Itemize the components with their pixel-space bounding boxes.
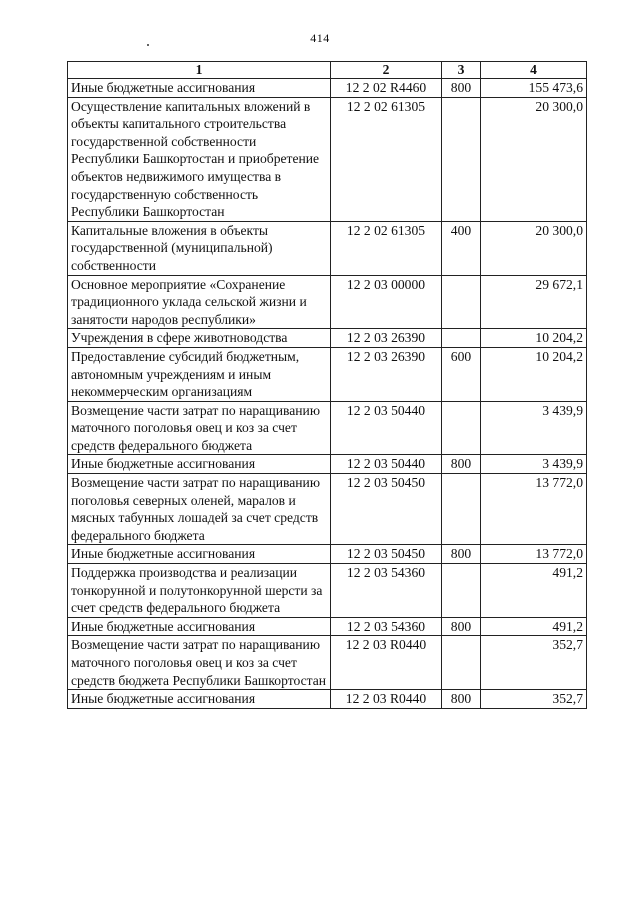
- row-name-cell: Осуществление капитальных вложений в объекты капитального строительства государственной собственности Республики Башкортостан и приобретение объектов недвижимого имущества в государственную собственность Республики Башкортостан: [68, 97, 331, 221]
- header-col-1: 1: [68, 62, 331, 79]
- row-expense-type-cell: [442, 97, 481, 221]
- table-row: [68, 474, 587, 545]
- row-name-cell: Поддержка производства и реализации тонкорунной и полутонкорунной шерсти за счет средств федерального бюджета: [68, 564, 331, 618]
- table-body: [68, 79, 587, 709]
- row-expense-type-cell: 800: [442, 690, 481, 709]
- row-expense-type-cell: 600: [442, 347, 481, 401]
- header-col-3: 3: [442, 62, 481, 79]
- row-code-cell: 12 2 03 50450: [331, 474, 442, 545]
- row-expense-type-cell: [442, 401, 481, 455]
- table-row: [68, 347, 587, 401]
- row-code-cell: 12 2 03 00000: [331, 275, 442, 329]
- row-code-cell: 12 2 03 R0440: [331, 690, 442, 709]
- row-code-cell: 12 2 03 26390: [331, 347, 442, 401]
- table-row: [68, 275, 587, 329]
- header-row: [68, 62, 587, 79]
- row-code-cell: 12 2 03 54360: [331, 564, 442, 618]
- row-name-cell: Иные бюджетные ассигнования: [68, 79, 331, 98]
- row-name-cell: Возмещение части затрат по наращиванию маточного поголовья овец и коз за счет средств бюджета Республики Башкортостан: [68, 636, 331, 690]
- row-name-cell: Основное мероприятие «Сохранение традиционного уклада сельской жизни и занятости народов республики»: [68, 275, 331, 329]
- row-code-cell: 12 2 02 61305: [331, 221, 442, 275]
- row-name-cell: Иные бюджетные ассигнования: [68, 545, 331, 564]
- table-row: [68, 455, 587, 474]
- row-expense-type-cell: [442, 329, 481, 348]
- row-amount-cell: 13 772,0: [481, 545, 587, 564]
- row-expense-type-cell: 800: [442, 79, 481, 98]
- row-code-cell: 12 2 03 54360: [331, 617, 442, 636]
- table-row: [68, 545, 587, 564]
- row-name-cell: Предоставление субсидий бюджетным, автономным учреждениям и иным некоммерческим организациям: [68, 347, 331, 401]
- row-amount-cell: 20 300,0: [481, 221, 587, 275]
- row-name-cell: Иные бюджетные ассигнования: [68, 690, 331, 709]
- row-expense-type-cell: 800: [442, 545, 481, 564]
- budget-table: [67, 61, 587, 709]
- row-amount-cell: 491,2: [481, 617, 587, 636]
- row-code-cell: 12 2 03 50450: [331, 545, 442, 564]
- row-expense-type-cell: 400: [442, 221, 481, 275]
- scan-speck: [147, 44, 149, 46]
- row-amount-cell: 13 772,0: [481, 474, 587, 545]
- row-amount-cell: 352,7: [481, 636, 587, 690]
- row-name-cell: Капитальные вложения в объекты государственной (муниципальной) собственности: [68, 221, 331, 275]
- row-amount-cell: 10 204,2: [481, 329, 587, 348]
- row-name-cell: Возмещение части затрат по наращиванию маточного поголовья овец и коз за счет средств федерального бюджета: [68, 401, 331, 455]
- row-name-cell: Иные бюджетные ассигнования: [68, 617, 331, 636]
- table-row: [68, 97, 587, 221]
- row-expense-type-cell: [442, 275, 481, 329]
- row-amount-cell: 3 439,9: [481, 401, 587, 455]
- row-expense-type-cell: 800: [442, 617, 481, 636]
- page-number: 414: [310, 31, 330, 45]
- row-name-cell: Возмещение части затрат по наращиванию поголовья северных оленей, маралов и мясных табунных лошадей за счет средств федерального бюджета: [68, 474, 331, 545]
- row-amount-cell: 20 300,0: [481, 97, 587, 221]
- row-amount-cell: 352,7: [481, 690, 587, 709]
- header-col-4: 4: [481, 62, 587, 79]
- table-row: [68, 79, 587, 98]
- table-row: [68, 636, 587, 690]
- header-col-2: 2: [331, 62, 442, 79]
- row-expense-type-cell: [442, 474, 481, 545]
- row-expense-type-cell: 800: [442, 455, 481, 474]
- row-amount-cell: 10 204,2: [481, 347, 587, 401]
- row-code-cell: 12 2 02 61305: [331, 97, 442, 221]
- table-row: [68, 221, 587, 275]
- table-row: [68, 564, 587, 618]
- table-row: [68, 401, 587, 455]
- row-code-cell: 12 2 03 R0440: [331, 636, 442, 690]
- row-amount-cell: 155 473,6: [481, 79, 587, 98]
- table-row: [68, 617, 587, 636]
- row-name-cell: Иные бюджетные ассигнования: [68, 455, 331, 474]
- row-code-cell: 12 2 02 R4460: [331, 79, 442, 98]
- row-code-cell: 12 2 03 50440: [331, 401, 442, 455]
- table-row: [68, 329, 587, 348]
- row-expense-type-cell: [442, 636, 481, 690]
- table-row: [68, 690, 587, 709]
- row-code-cell: 12 2 03 26390: [331, 329, 442, 348]
- row-amount-cell: 29 672,1: [481, 275, 587, 329]
- row-code-cell: 12 2 03 50440: [331, 455, 442, 474]
- row-amount-cell: 491,2: [481, 564, 587, 618]
- row-name-cell: Учреждения в сфере животноводства: [68, 329, 331, 348]
- row-amount-cell: 3 439,9: [481, 455, 587, 474]
- row-expense-type-cell: [442, 564, 481, 618]
- table-header: [68, 62, 587, 79]
